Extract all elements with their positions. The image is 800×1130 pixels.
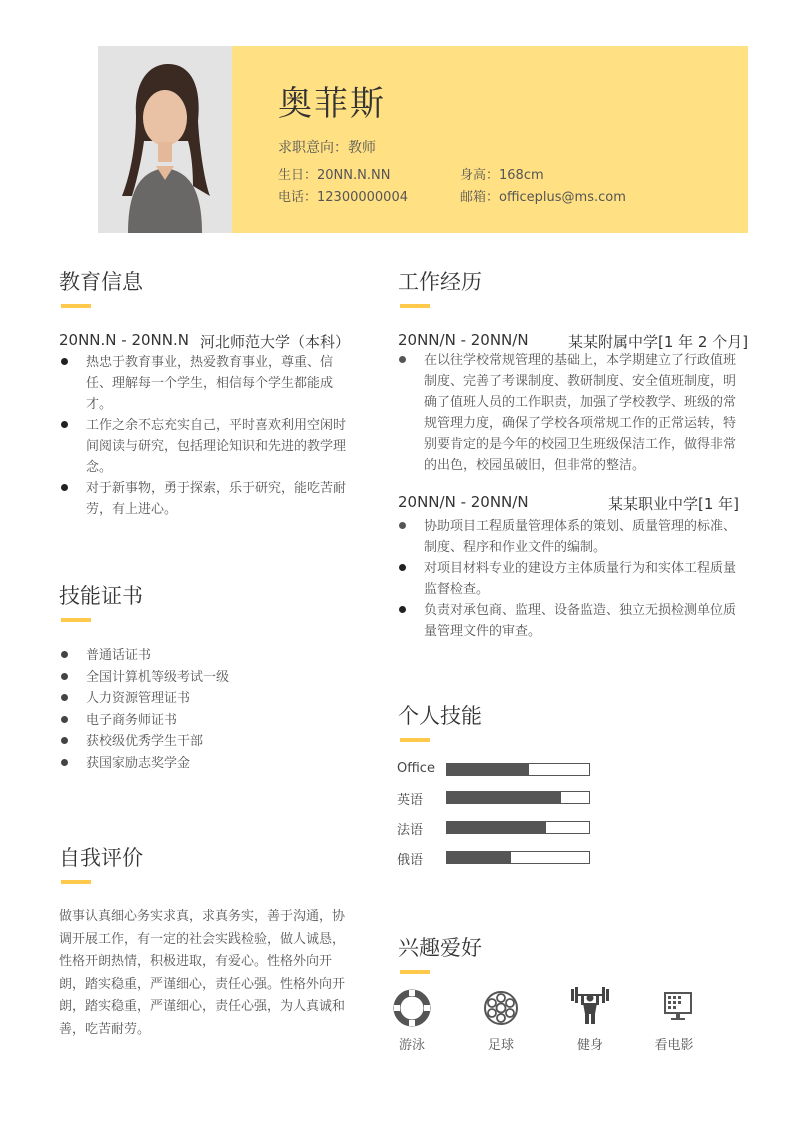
hobby-football — [481, 988, 521, 1032]
hobbies-title: 兴趣爱好 — [398, 936, 482, 960]
swim-icon — [392, 988, 432, 1028]
job-list — [396, 516, 742, 642]
list-item: 全国计算机等级考试一级 — [58, 667, 348, 689]
list-item: 在以往学校常规管理的基础上，本学期建立了行政值班制度、完善了考课制度、教研制度、安全值班制度，明确了值班人员的工作职责，加强了学校教学、班级的常规管理力度，确保了学校各项常规工作的正常运转，特别要肯定的是今年的校园卫生班级保洁工作，做得非常的出色，校园虽破旧，但非常的整洁。 — [396, 350, 742, 476]
hobby-swim — [392, 988, 432, 1032]
self-eval-title: 自我评价 — [59, 846, 143, 870]
job-period: 20NN/N - 20NN/N — [398, 493, 529, 511]
self-eval-text: 做事认真细心务实求真，求真务实，善于沟通，协调开展工作，有一定的社会实践检验，做人诚恳，性格开朗热情，积极进取，有爱心。性格外向开朗，踏实稳重，严谨细心，责任心强。性格外向开朗，踏实稳重，严谨细心，责任心强，为人真诚和善，吃苦耐劳。 — [59, 909, 346, 1037]
self-eval-title-bar — [61, 880, 91, 884]
list-item: 负责对承包商、监理、设备监造、独立无损检测单位质量管理文件的审查。 — [396, 600, 742, 642]
job-company: 某某职业中学[1 年] — [608, 495, 740, 513]
list-item: 电子商务师证书 — [58, 710, 348, 732]
hobbies-title-bar — [400, 970, 430, 974]
list-item: 工作之余不忘充实自己，平时喜欢利用空闲时间阅读与研究，包括理论知识和先进的教学理念。 — [58, 415, 356, 478]
skill-bar — [446, 851, 590, 864]
skill-bar-fill — [447, 764, 529, 775]
education-title-bar — [61, 304, 91, 308]
skill-bar — [446, 821, 590, 834]
list-item: 人力资源管理证书 — [58, 688, 348, 710]
skills-title-bar — [400, 738, 430, 742]
movie-icon — [658, 988, 698, 1028]
avatar-image — [98, 46, 232, 233]
work-title: 工作经历 — [398, 270, 482, 294]
profile-photo — [98, 46, 232, 233]
list-item: 协助项目工程质量管理体系的策划、质量管理的标准、制度、程序和作业文件的编制。 — [396, 516, 742, 558]
skills-title: 个人技能 — [398, 704, 482, 728]
hobby-label: 健身 — [576, 1038, 603, 1053]
skill-label: 英语 — [397, 793, 424, 808]
skill-bar-fill — [447, 852, 511, 863]
skill-bar-fill — [447, 792, 561, 803]
job-list — [396, 350, 742, 476]
education-list — [58, 352, 356, 520]
birth-info: 生日：20NN.N.NN — [278, 168, 391, 183]
person-name: 奥菲斯 — [278, 84, 386, 124]
certs-title: 技能证书 — [59, 584, 143, 608]
skill-label: 俄语 — [397, 853, 424, 868]
skill-label: 法语 — [397, 823, 424, 838]
skill-label: Office — [397, 761, 435, 776]
list-item: 热忠于教育事业，热爱教育事业，尊重、信任、理解每一个学生，相信每个学生都能成才。 — [58, 352, 356, 415]
job-company: 某某附属中学[1 年 2 个月] — [568, 333, 749, 351]
list-item: 对于新事物，勇于探索，乐于研究，能吃苦耐劳，有上进心。 — [58, 478, 356, 520]
list-item: 获校级优秀学生干部 — [58, 731, 348, 753]
list-item: 获国家励志奖学金 — [58, 753, 348, 775]
hobby-movie — [658, 988, 698, 1032]
list-item: 对项目材料专业的建设方主体质量行为和实体工程质量监督检查。 — [396, 558, 742, 600]
certs-list — [58, 645, 348, 774]
job-period: 20NN/N - 20NN/N — [398, 331, 529, 349]
education-title: 教育信息 — [59, 270, 143, 294]
height-info: 身高：168cm — [460, 168, 544, 183]
hobby-label: 游泳 — [398, 1038, 425, 1053]
fitness-icon — [570, 986, 610, 1026]
hobby-label: 看电影 — [654, 1038, 694, 1053]
skill-bar — [446, 791, 590, 804]
skill-bar — [446, 763, 590, 776]
football-icon — [481, 988, 521, 1028]
hobby-fitness — [570, 986, 610, 1030]
education-period: 20NN.N - 20NN.N — [59, 331, 189, 349]
phone-info: 电话：12300000004 — [278, 190, 408, 205]
hobby-label: 足球 — [487, 1038, 514, 1053]
job-intent: 求职意向：教师 — [278, 140, 376, 156]
email-info: 邮箱：officeplus@ms.com — [460, 190, 626, 205]
education-school: 河北师范大学（本科） — [200, 333, 351, 351]
skill-bar-fill — [447, 822, 546, 833]
certs-title-bar — [61, 618, 91, 622]
list-item: 普通话证书 — [58, 645, 348, 667]
work-title-bar — [400, 304, 430, 308]
